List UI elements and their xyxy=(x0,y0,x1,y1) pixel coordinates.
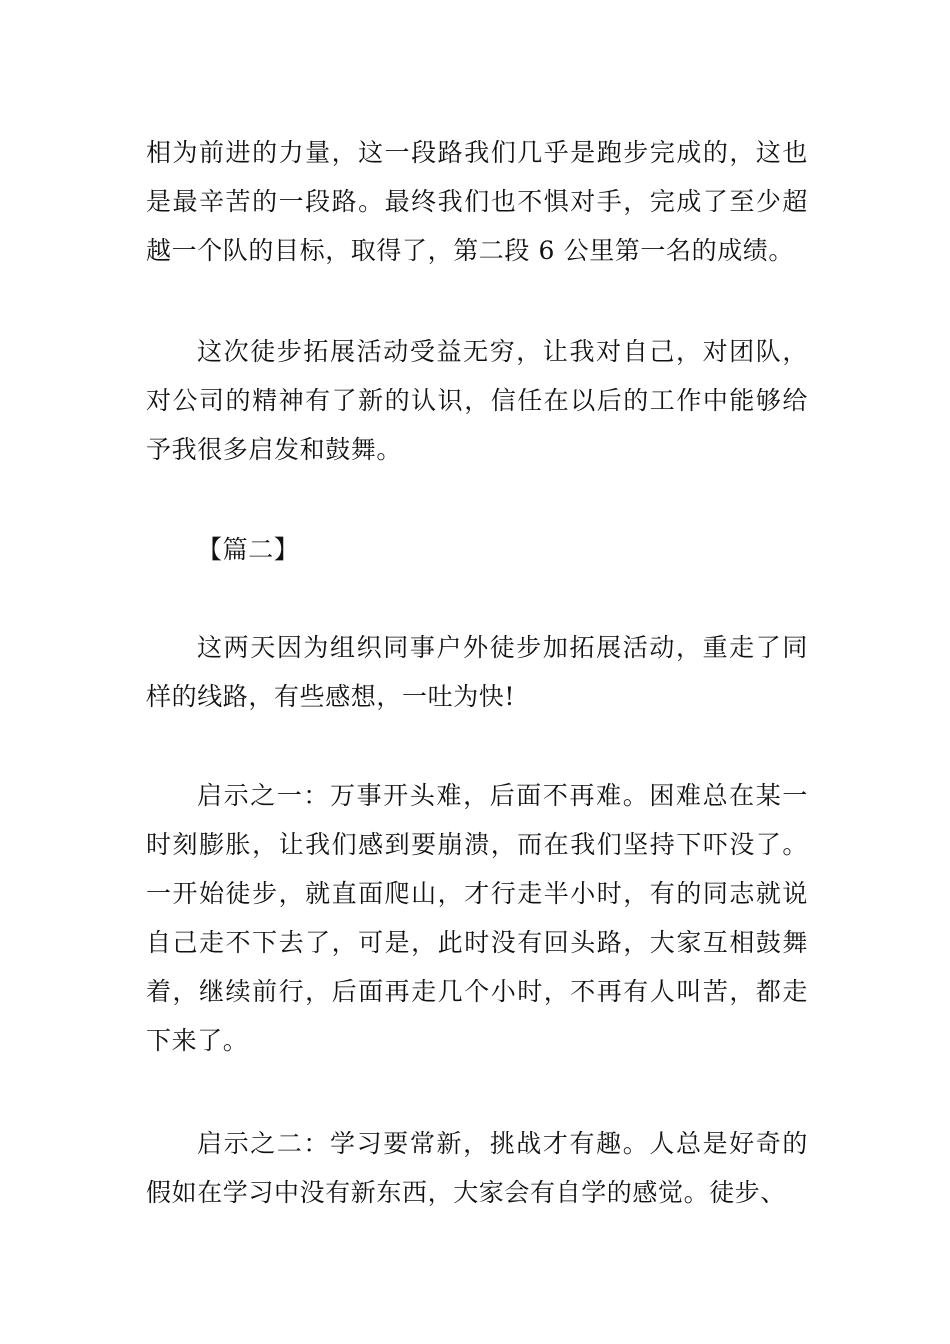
paragraph-intro: 这两天因为组织同事户外徒步加拓展活动，重走了同样的线路，有些感想，一吐为快! xyxy=(146,633,808,711)
paragraph-reflection: 这次徒步拓展活动受益无穷，让我对自己，对团队，对公司的精神有了新的认识，信任在以后的工作中能够给予我很多启发和鼓舞。 xyxy=(146,337,808,464)
paragraph-continuation: 相为前进的力量，这一段路我们几乎是跑步完成的，这也是最辛苦的一段路。最终我们也不惧对手，完成了至少超越一个队的目标，取得了，第二段 6 公里第一名的成绩。 xyxy=(146,138,808,265)
paragraph-insight-one: 启示之一：万事开头难，后面不再难。困难总在某一时刻膨胀，让我们感到要崩溃，而在我们坚持下吓没了。一开始徒步，就直面爬山，才行走半小时，有的同志就说自己走不下去了，可是，此时没有回头路，大家互相鼓舞着，继续前行，后面再走几个小时，不再有人叫苦，都走下来了。 xyxy=(146,781,808,1055)
paragraph-insight-two: 启示之二：学习要常新，挑战才有趣。人总是好奇的假如在学习中没有新东西，大家会有自学的感觉。徒步、 xyxy=(146,1129,808,1207)
section-heading: 【篇二】 xyxy=(197,535,300,564)
